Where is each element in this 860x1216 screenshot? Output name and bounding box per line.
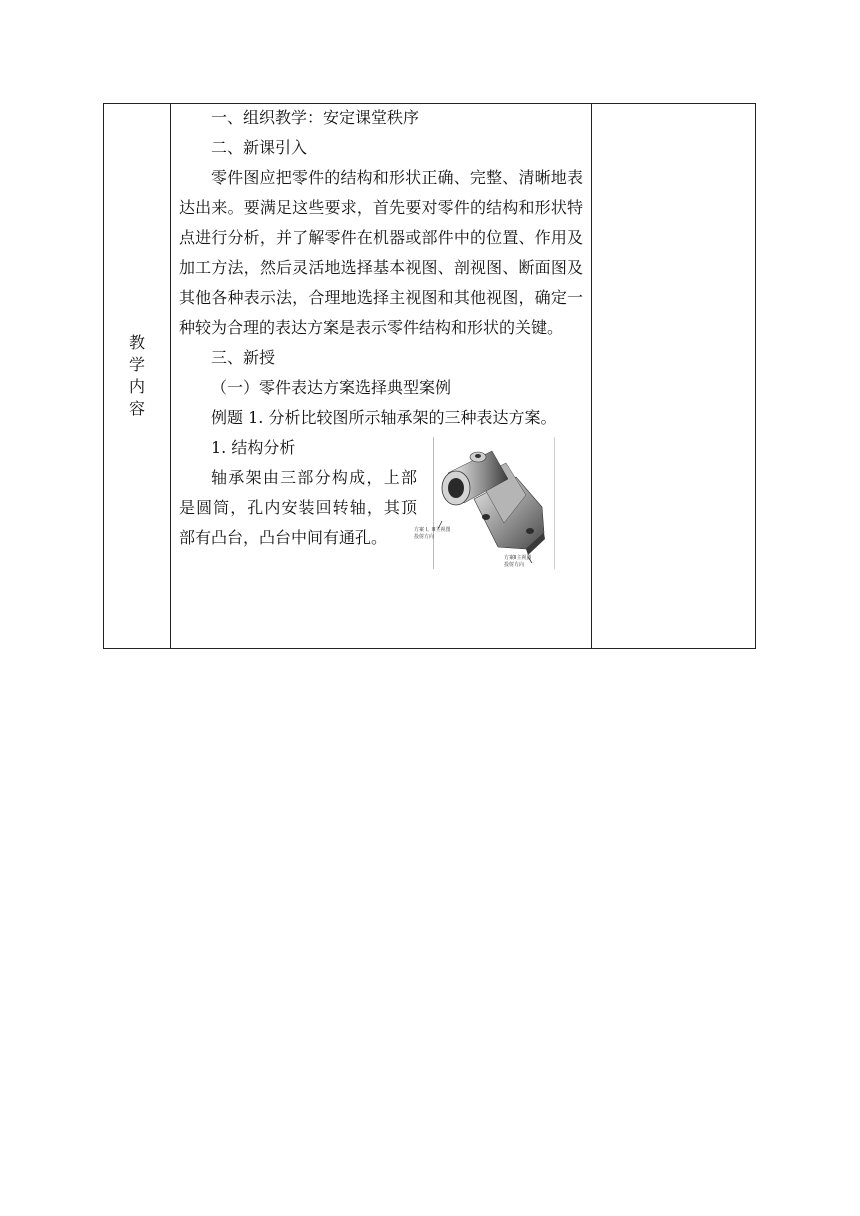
structure-section	[171, 433, 591, 569]
line-organize: 一、组织教学：安定课堂秩序	[211, 108, 420, 127]
line-example: 例题 1. 分析比较图所示轴承架的三种表达方案。	[211, 408, 557, 427]
content-cell	[171, 104, 592, 649]
table-row	[104, 104, 756, 649]
structure-text	[179, 433, 417, 553]
structure-paragraph: 轴承架由三部分构成，上部是圆筒，孔内安装回转轴，其顶部有凸台，凸台中间有通孔。	[179, 468, 417, 547]
content-body	[171, 103, 591, 433]
notes-cell	[592, 104, 756, 649]
side-label: 教学内容	[128, 333, 145, 418]
bearing-bracket-figure	[414, 437, 555, 569]
line-intro-heading: 二、新课引入	[211, 138, 308, 157]
caption-scheme-2-direction: 投射方向	[504, 562, 525, 568]
caption-scheme-1-3-direction: 投射方向	[414, 534, 435, 540]
bearing-bracket-illustration	[434, 437, 554, 569]
caption-scheme-1-3: 方案 I、Ⅲ主视图	[414, 527, 451, 533]
caption-scheme-2: 方案Ⅱ主视图	[504, 555, 532, 561]
line-structure-heading: 1. 结构分析	[211, 438, 296, 457]
line-new-lesson: 三、新授	[211, 348, 276, 367]
intro-paragraph: 零件图应把零件的结构和形状正确、完整、清晰地表达出来。要满足这些要求，首先要对零件的结构和形状特点进行分析，并了解零件在机器或部件中的位置、作用及加工方法，然后灵活地选择基本视图、剖视图、断面图及其他各种表示法，合理地选择主视图和其他视图，确定一种较为合理的表达方案是表示零件结构和形状的关键。	[179, 168, 583, 337]
line-case-heading: （一）零件表达方案选择典型案例	[211, 378, 452, 397]
side-label-cell	[104, 104, 171, 649]
lesson-plan-table	[103, 103, 756, 649]
